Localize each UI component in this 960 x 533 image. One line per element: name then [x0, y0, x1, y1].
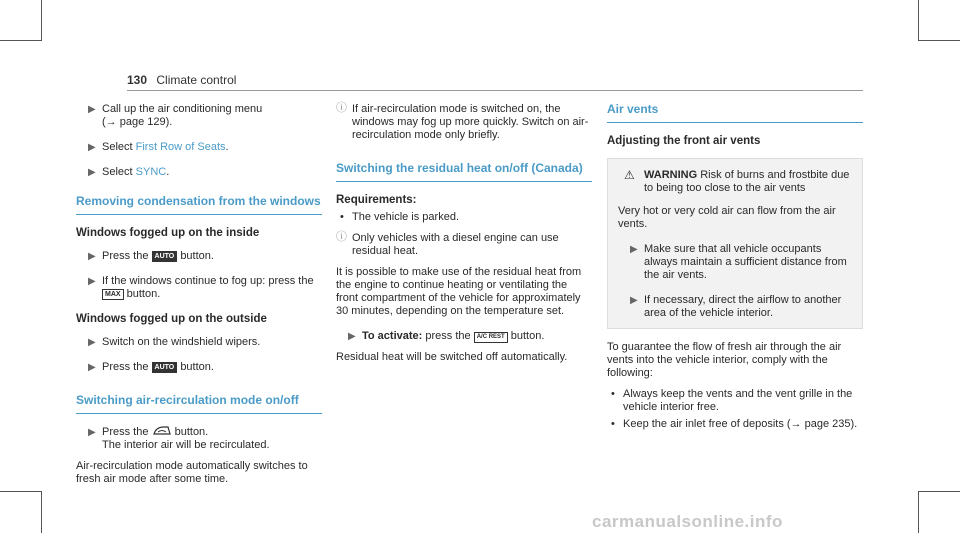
paragraph: It is possible to make use of the residual heat from the engine to continue heating or ventilating the front compartment of the vehicle for approximately 30 minutes, depending on the temperature set. [336, 266, 582, 317]
info-note: ⓘ If air-recirculation mode is switched on, the windows may fog up more quickly. Switch on air-recirculation mode only briefly. [336, 102, 589, 141]
left-column [76, 103, 322, 494]
page-header [127, 73, 236, 87]
step-arrow-icon: ▶ [88, 167, 96, 178]
bullet-icon: • [611, 418, 615, 430]
paragraph: To guarantee the flow of fresh air through the air vents into the vehicle interior, comply with the following: [607, 341, 842, 379]
step-arrow-icon: ▶ [348, 331, 356, 342]
warning-box [607, 158, 863, 329]
info-icon: ⓘ [336, 231, 347, 243]
warning-header [618, 169, 852, 195]
section-heading: Switching air-recirculation mode on/off [76, 394, 322, 414]
step-select-first-row: ▶ Select First Row of Seats. [88, 141, 229, 153]
paragraph: Air-recirculation mode automatically switches to fresh air mode after some time. [76, 460, 308, 485]
step-text: (→ page 129). [102, 116, 173, 128]
crop-mark [918, 40, 960, 41]
step-call-menu [76, 103, 322, 129]
step-arrow-icon: ▶ [88, 427, 96, 438]
paragraph: Residual heat will be switched off automatically. [336, 351, 568, 363]
watermark: carmanualsonline.info [592, 512, 783, 531]
requirements-label: Requirements: [336, 194, 417, 206]
right-column [607, 103, 863, 435]
list-item: • Keep the air inlet free of deposits (→ page 235). [611, 418, 858, 430]
step-arrow-icon: ▶ [88, 362, 96, 373]
step-arrow-icon: ▶ [88, 104, 96, 115]
subheading: Adjusting the front air vents [607, 135, 761, 147]
header-rule [127, 90, 863, 91]
page-number: 130 [127, 73, 148, 87]
bullet-icon: • [611, 388, 615, 400]
crop-mark [918, 491, 960, 492]
step-press-auto-2: ▶ Press the AUTO button. [88, 361, 214, 373]
menu-item-link: First Row of Seats [135, 141, 226, 153]
paragraph: Very hot or very cold air can flow from the air vents. [618, 205, 836, 230]
info-icon: ⓘ [336, 102, 347, 114]
warning-step: ▶ Make sure that all vehicle occupants always maintain a sufficient distance from the air vents. [630, 243, 847, 281]
step-press-max: ▶ If the windows continue to fog up: press the MAX button. [88, 275, 314, 300]
step-arrow-icon: ▶ [630, 295, 638, 306]
ac-rest-button-icon: A/C REST [474, 332, 508, 343]
list-item: • Always keep the vents and the vent grille in the vehicle interior free. [611, 388, 853, 413]
middle-column [336, 103, 592, 372]
crop-mark [41, 0, 42, 41]
crop-mark [918, 491, 919, 533]
auto-button-icon: AUTO [152, 362, 178, 373]
section-heading: Switching the residual heat on/off (Canada) [336, 162, 592, 182]
info-note: ⓘ Only vehicles with a diesel engine can use residual heat. [336, 231, 559, 257]
warning-step: ▶ If necessary, direct the airflow to another area of the vehicle interior. [630, 294, 842, 319]
subheading: Windows fogged up on the inside [76, 227, 260, 239]
step-select-sync: ▶ Select SYNC. [88, 166, 170, 178]
warning-triangle-icon: ⚠ [624, 168, 635, 182]
step-text: Call up the air conditioning menu [102, 103, 263, 115]
step-arrow-icon: ▶ [88, 276, 96, 287]
step-wipers: ▶ Switch on the windshield wipers. [88, 336, 261, 348]
auto-button-icon: AUTO [152, 251, 178, 262]
step-arrow-icon: ▶ [88, 337, 96, 348]
section-title: Climate control [156, 73, 237, 87]
crop-mark [0, 491, 42, 492]
step-arrow-icon: ▶ [630, 244, 638, 255]
step-activate: ▶ To activate: press the A/C REST button. [348, 330, 545, 342]
section-heading: Removing condensation from the windows [76, 195, 322, 215]
subheading: Windows fogged up on the outside [76, 313, 267, 325]
step-arrow-icon: ▶ [88, 251, 96, 262]
step-text: Select [102, 141, 136, 153]
step-press-recirc: ▶ Press the button. The interior air will be recirculated. [88, 426, 270, 451]
list-item: • The vehicle is parked. [340, 211, 459, 223]
step-press-auto: ▶ Press the AUTO button. [88, 250, 214, 262]
warning-text: Risk of burns and frostbite due to being too close to the air vents [644, 169, 850, 194]
crop-mark [41, 491, 42, 533]
max-defrost-icon: MAX [102, 289, 124, 300]
bullet-icon: • [340, 211, 344, 223]
crop-mark [0, 40, 42, 41]
crop-mark [918, 0, 919, 41]
recirculation-icon [152, 426, 172, 436]
menu-item-link: SYNC [135, 166, 167, 178]
step-arrow-icon: ▶ [88, 142, 96, 153]
section-heading: Air vents [607, 103, 863, 123]
step-text: Select [102, 166, 136, 178]
warning-label: WARNING [644, 169, 698, 181]
